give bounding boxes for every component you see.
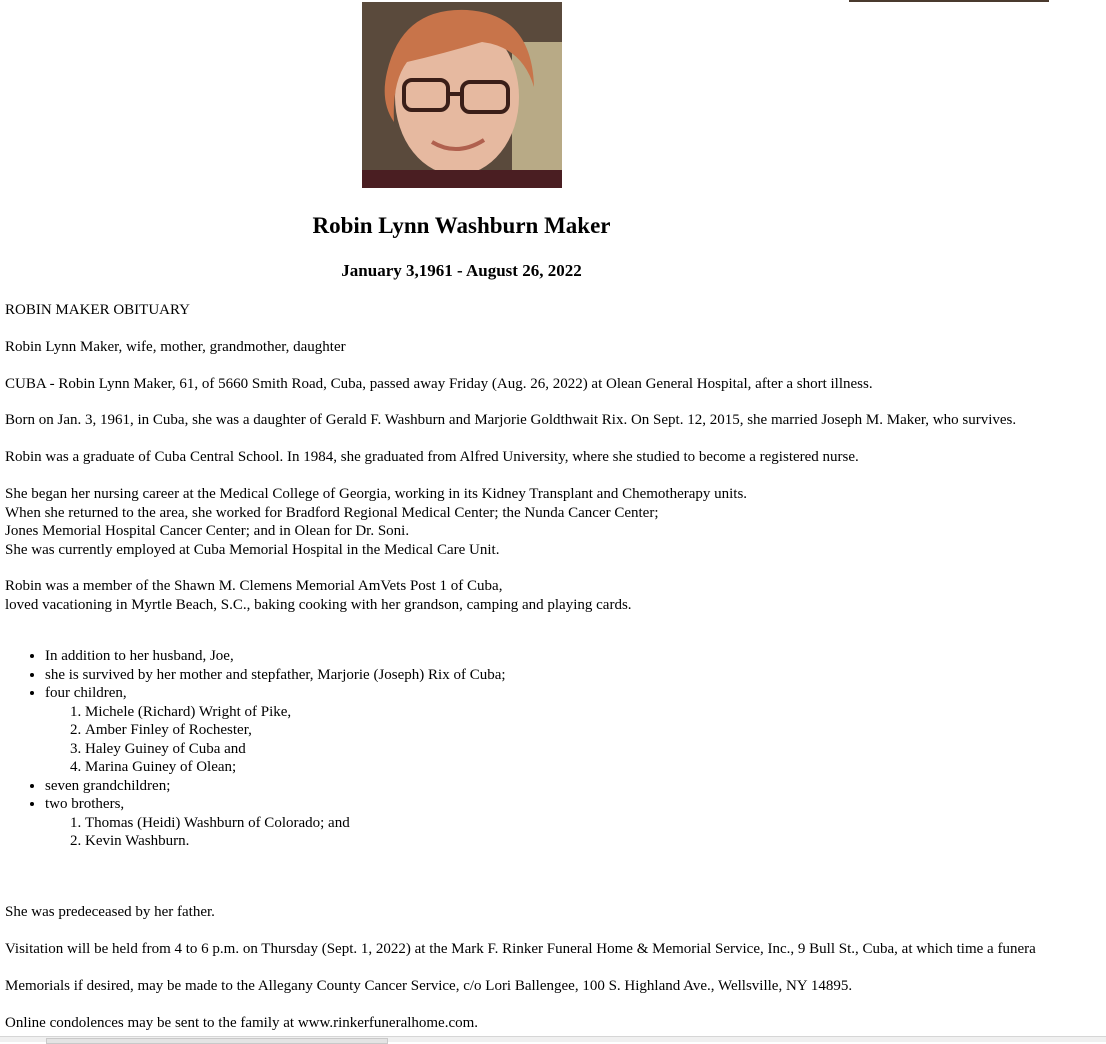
survivors-list <box>5 647 506 851</box>
interests-line: loved vacationing in Myrtle Beach, S.C., baking cooking with her grandson, camping and playing cards. <box>5 596 632 613</box>
memorials-paragraph: Memorials if desired, may be made to the Allegany County Cancer Service, c/o Lori Ballengee, 100 S. Highland Ave., Wellsville, NY 14895. <box>5 978 853 994</box>
predeceased-paragraph: She was predeceased by her father. <box>5 904 215 920</box>
children-list <box>45 703 506 777</box>
list-item: • seven grandchildren; <box>45 777 506 796</box>
portrait-image <box>362 2 562 188</box>
portrait-photo <box>362 2 562 188</box>
brothers-label: two brothers, <box>45 796 125 812</box>
list-item: • In addition to her husband, Joe, <box>45 647 506 666</box>
horizontal-scrollbar[interactable] <box>0 1036 1106 1042</box>
list-item <box>45 795 506 851</box>
visitation-paragraph: Visitation will be held from 4 to 6 p.m. on Thursday (Sept. 1, 2022) at the Mark F. Rinker Funeral Home & Memorial Service, Inc., 9 Bull St., Cuba, at which time a funera <box>5 941 1036 957</box>
scrollbar-thumb[interactable] <box>46 1038 388 1044</box>
life-dates: January 3,1961 - August 26, 2022 <box>341 261 582 280</box>
list-item: 3. Haley Guiney of Cuba and <box>85 740 506 759</box>
top-right-image-edge <box>849 0 1049 2</box>
list-item: • she is survived by her mother and stepfather, Marjorie (Joseph) Rix of Cuba; <box>45 666 506 685</box>
interests-line: Robin was a member of the Shawn M. Clemens Memorial AmVets Post 1 of Cuba, <box>5 578 503 594</box>
birth-paragraph: Born on Jan. 3, 1961, in Cuba, she was a daughter of Gerald F. Washburn and Marjorie Goldthwait Rix. On Sept. 12, 2015, she married Joseph M. Maker, who survives. <box>5 412 1017 428</box>
interests-paragraph <box>5 577 632 614</box>
children-label: four children, <box>45 685 127 701</box>
condolences-paragraph: Online condolences may be sent to the family at www.rinkerfuneralhome.com. <box>5 1015 479 1031</box>
list-item: 2. Kevin Washburn. <box>85 832 506 851</box>
career-paragraph <box>5 485 747 559</box>
career-line: She began her nursing career at the Medical College of Georgia, working in its Kidney Transplant and Chemotherapy units. <box>5 486 748 502</box>
list-item: 4. Marina Guiney of Olean; <box>85 758 506 777</box>
education-paragraph: Robin was a graduate of Cuba Central School. In 1984, she graduated from Alfred University, where she studied to become a registered nurse. <box>5 449 859 465</box>
deceased-name: Robin Lynn Washburn Maker <box>312 213 611 238</box>
list-item: 2. Amber Finley of Rochester, <box>85 721 506 740</box>
tagline: Robin Lynn Maker, wife, mother, grandmother, daughter <box>5 339 346 355</box>
career-line: Jones Memorial Hospital Cancer Center; and in Olean for Dr. Soni. <box>5 523 410 539</box>
list-item: 1. Michele (Richard) Wright of Pike, <box>85 703 506 722</box>
career-line: She was currently employed at Cuba Memorial Hospital in the Medical Care Unit. <box>5 541 500 558</box>
intro-paragraph: CUBA - Robin Lynn Maker, 61, of 5660 Smith Road, Cuba, passed away Friday (Aug. 26, 2022) at Olean General Hospital, after a short illness. <box>5 376 873 392</box>
list-item <box>45 684 506 777</box>
obituary-heading: ROBIN MAKER OBITUARY <box>5 302 191 318</box>
list-item: 1. Thomas (Heidi) Washburn of Colorado; and <box>85 814 506 833</box>
brothers-list <box>45 814 506 851</box>
career-line: When she returned to the area, she worked for Bradford Regional Medical Center; the Nunda Cancer Center; <box>5 504 659 521</box>
